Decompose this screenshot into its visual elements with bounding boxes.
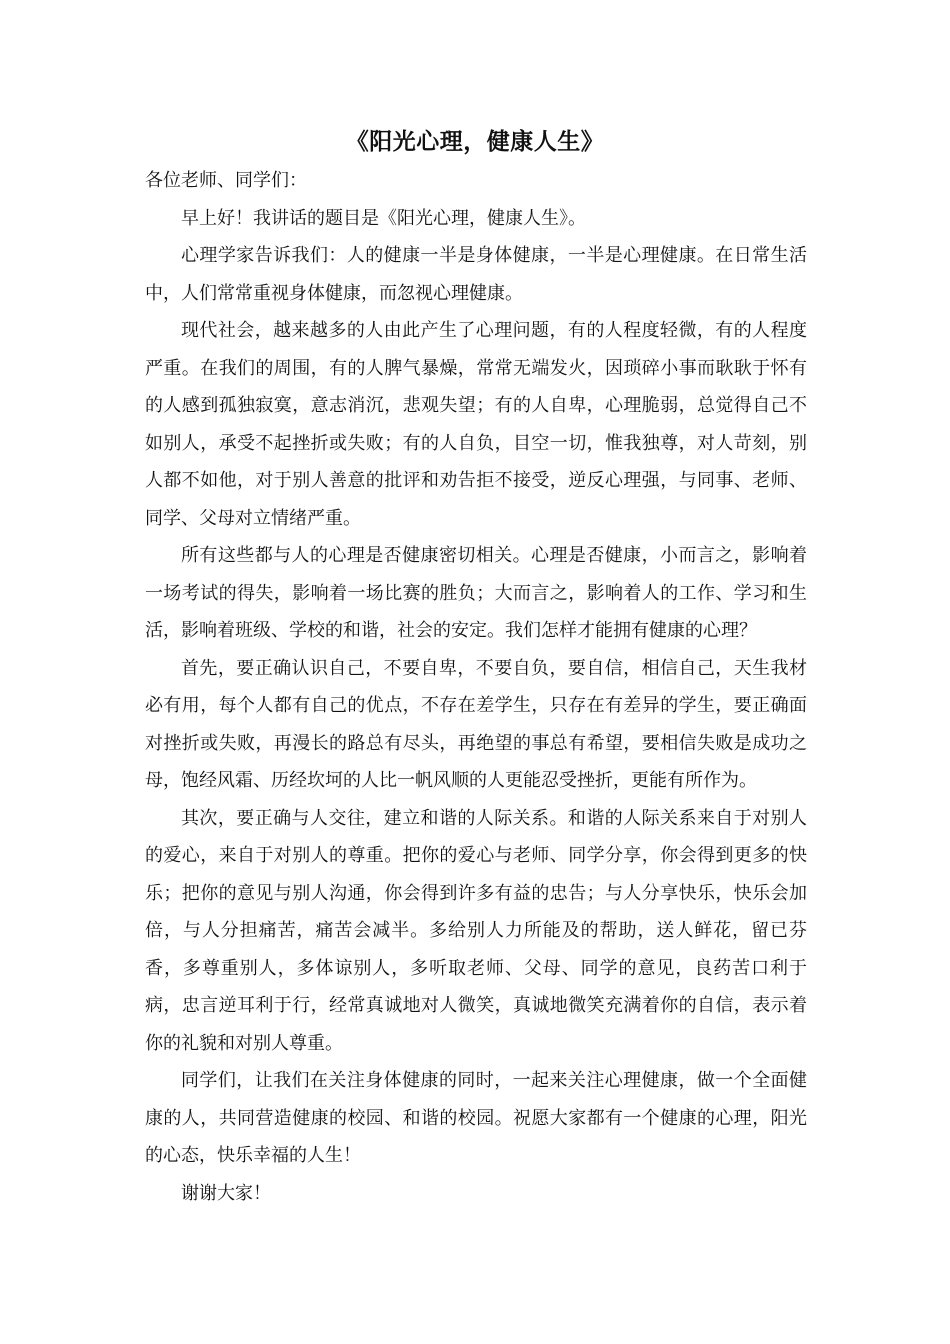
document-title: 《阳光心理，健康人生》 [345, 128, 605, 155]
paragraph-second-point: 其次，要正确与人交往，建立和谐的人际关系。和谐的人际关系来自于对别人的爱心，来自于对别人的尊重。把你的爱心与老师、同学分享，你会得到更多的快乐；把你的意见与别人沟通，你会得到许多有益的忠告；与人分享快乐，快乐会加倍，与人分担痛苦，痛苦会减半。多给别人力所能及的帮助，送人鲜花，留已芬香，多尊重别人，多体谅别人，多听取老师、父母、同学的意见，良药苦口利于病，忠言逆耳利于行，经常真诚地对人微笑，真诚地微笑充满着你的自信，表示着你的礼貌和对别人尊重。 [145, 807, 807, 1054]
paragraph-first-point: 首先，要正确认识自己，不要自卑，不要自负，要自信，相信自己，天生我材必有用，每个人都有自己的优点，不存在差学生，只存在有差异的学生，要正确面对挫折或失败，再漫长的路总有尽头，再绝望的事总有希望，要相信失败是成功之母，饱经风霜、历经坎坷的人比一帆风顺的人更能忍受挫折，更能有所作为。 [145, 657, 807, 791]
paragraph-greeting: 早上好！我讲话的题目是《阳光心理，健康人生》。 [181, 207, 586, 229]
paragraph-thanks: 谢谢大家！ [181, 1182, 271, 1204]
paragraph-importance: 所有这些都与人的心理是否健康密切相关。心理是否健康，小而言之，影响着一场考试的得失，影响着一场比赛的胜负；大而言之，影响着人的工作、学习和生活，影响着班级、学校的和谐，社会的安定。我们怎样才能拥有健康的心理？ [145, 545, 807, 641]
paragraph-conclusion: 同学们，让我们在关注身体健康的同时，一起来关注心理健康，做一个全面健康的人，共同营造健康的校园、和谐的校园。祝愿大家都有一个健康的心理，阳光的心态，快乐幸福的人生！ [145, 1070, 807, 1166]
salutation: 各位老师、同学们： [145, 170, 307, 191]
document-body [145, 162, 807, 1212]
paragraph-introduction: 心理学家告诉我们：人的健康一半是身体健康，一半是心理健康。在日常生活中，人们常常重视身体健康，而忽视心理健康。 [145, 245, 807, 304]
paragraph-problems: 现代社会，越来越多的人由此产生了心理问题，有的人程度轻微，有的人程度严重。在我们的周围，有的人脾气暴燥，常常无端发火，因琐碎小事而耿耿于怀有的人感到孤独寂寞，意志消沉，悲观失望；有的人自卑，心理脆弱，总觉得自己不如别人，承受不起挫折或失败；有的人自负，目空一切，惟我独尊，对人苛刻，别人都不如他，对于别人善意的批评和劝告拒不接受，逆反心理强，与同事、老师、同学、父母对立情绪严重。 [145, 320, 807, 529]
